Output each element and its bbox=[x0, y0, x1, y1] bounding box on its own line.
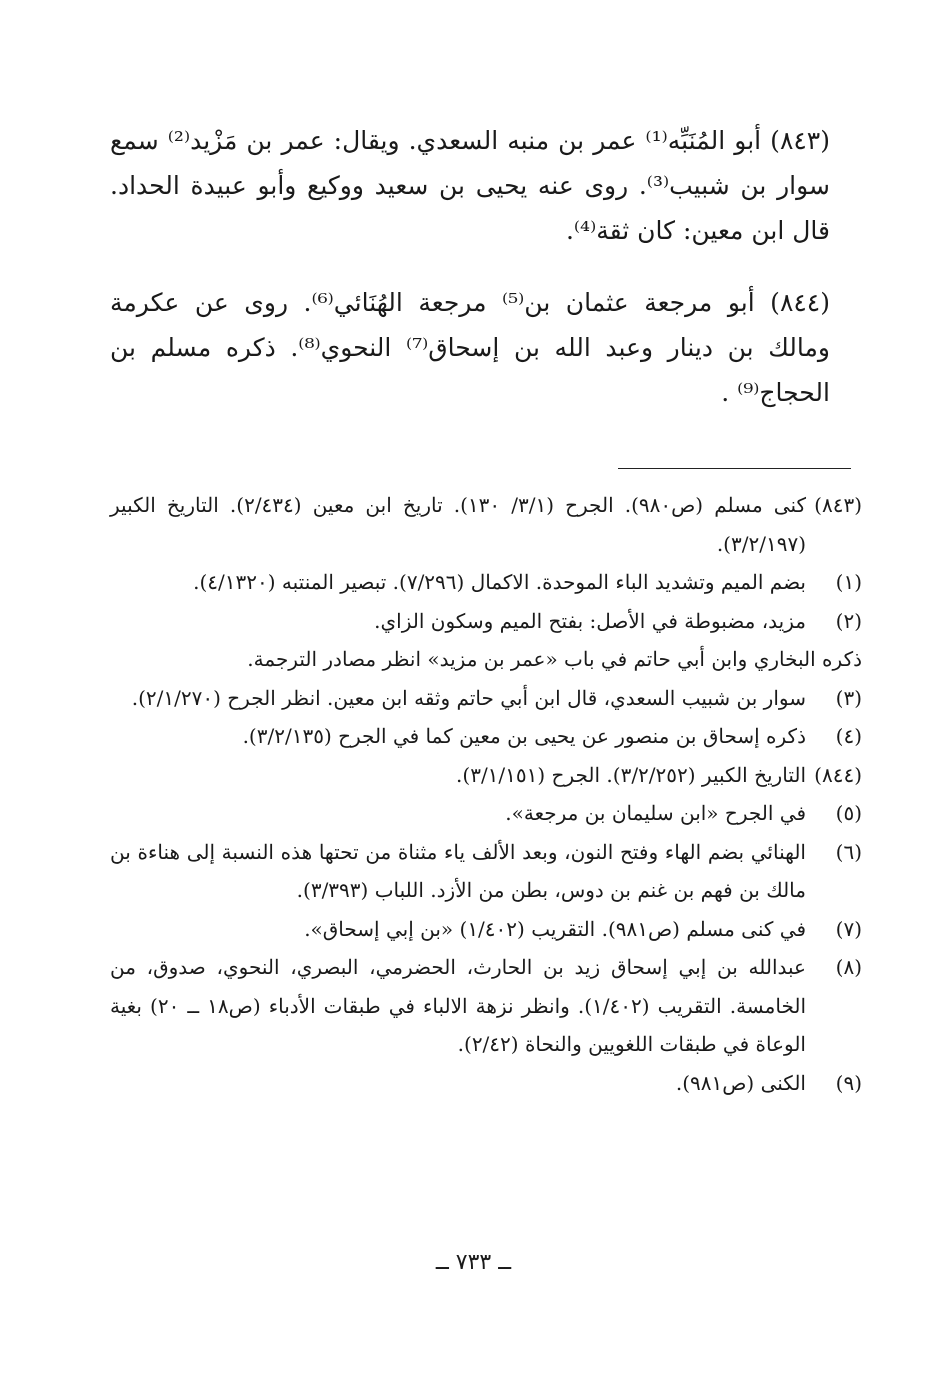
footnote bbox=[110, 563, 862, 602]
footnote bbox=[110, 717, 862, 756]
footnote-text: في كنى مسلم (ص٩٨١). التقريب (١/٤٠٢) «بن إبي إسحاق». bbox=[304, 916, 806, 941]
footnote-text: الهنائي بضم الهاء وفتح النون، وبعد الألف ياء مثناة من تحتها هذه النسبة إلى هناءة بن مالك بن فهم بن غنم بن دوس، بطن من الأزد. اللباب (٣/٣٩٣). bbox=[110, 839, 806, 902]
footnote-number: (٨٤٣) bbox=[814, 493, 862, 517]
footnote-text: سوار بن شبيب السعدي، قال ابن أبي حاتم وثقه ابن معين. انظر الجرح (٢/١/٢٧٠). bbox=[131, 685, 806, 710]
footnote-number: (٤) bbox=[835, 724, 862, 748]
footnote-number: (٨٤٤) bbox=[814, 762, 862, 787]
entry-844: (٨٤٤) أبو مرجعة عثمان بن⁽⁵⁾ مرجعة الهُنَائي⁽⁶⁾. روى عن عكرمة ومالك بن دينار وعبد الله بن إسحاق⁽⁷⁾ النحوي⁽⁸⁾. ذكره مسلم بن الحجاج⁽⁹⁾ . bbox=[110, 288, 830, 407]
footnote bbox=[110, 833, 862, 910]
footnote-text: كنى مسلم (ص٩٨٠). الجرح (٣/١/ ١٣٠). تاريخ ابن معين (٢/٤٣٤). التاريخ الكبير (٣/٢/١٩٧). bbox=[110, 493, 807, 556]
footnote-text: مزيد، مضبوطة في الأصل: بفتح الميم وسكون الزاي. bbox=[374, 608, 806, 633]
footnote-number: (٩) bbox=[835, 1070, 862, 1095]
footnote-number: (٢) bbox=[835, 608, 862, 633]
footnote-number: (١) bbox=[835, 570, 862, 594]
footnote-number: (٦) bbox=[835, 839, 862, 864]
footnote-number: (٨) bbox=[835, 955, 862, 979]
footnote bbox=[110, 602, 862, 641]
footnote bbox=[110, 794, 862, 833]
footnotes bbox=[110, 486, 862, 1102]
footnote-text: في الجرح «ابن سليمان بن مرجعة». bbox=[505, 801, 806, 825]
page-number: ــ ٧٣٣ ــ bbox=[435, 1250, 512, 1275]
footnote bbox=[110, 1064, 862, 1103]
footnote-text: ذكره إسحاق بن منصور عن يحيى بن معين كما في الجرح (٣/٢/١٣٥). bbox=[242, 724, 806, 748]
footnote-number: (٣) bbox=[835, 685, 862, 710]
footnote bbox=[110, 679, 862, 718]
footnote-text: الكنى (ص٩٨١). bbox=[675, 1070, 806, 1095]
footnote bbox=[110, 486, 862, 563]
footnote-text: التاريخ الكبير (٣/٢/٢٥٢). الجرح (٣/١/١٥١). bbox=[456, 762, 806, 787]
footnote-separator bbox=[618, 468, 851, 469]
footnote bbox=[110, 910, 862, 949]
footnote-text: بضم الميم وتشديد الباء الموحدة. الاكمال (٧/٢٩٦). تبصير المنتبه (٤/١٣٢٠). bbox=[193, 570, 806, 594]
footnote-number: (٧) bbox=[835, 916, 862, 941]
footnote-number: (٥) bbox=[835, 801, 862, 825]
footnote bbox=[110, 948, 862, 1064]
footnote bbox=[110, 756, 862, 795]
footnote-text: عبدالله بن إبي إسحاق زيد بن الحارث، الحضرمي، البصري، النحوي، صدوق، من الخامسة. التقريب (١/٤٠٢). وانظر نزهة الالباء في طبقات الأدباء (ص١٨ ــ ٢٠) بغية الوعاة في طبقات اللغويين والنحاة (٢/٤٢). bbox=[110, 955, 807, 1056]
entry-843: (٨٤٣) أبو المُنَبِّه⁽¹⁾ عمر بن منبه السعدي. ويقال: عمر بن مَزْيد⁽²⁾ سمع سوار بن شبيب⁽³⁾. روى عنه يحيى بن سعيد ووكيع وأبو عبيدة الحداد. قال ابن معين: كان ثقة⁽⁴⁾. bbox=[110, 126, 830, 245]
footnote-continuation: ذكره البخاري وابن أبي حاتم في باب «عمر بن مزيد» انظر مصادر الترجمة. bbox=[247, 647, 862, 671]
